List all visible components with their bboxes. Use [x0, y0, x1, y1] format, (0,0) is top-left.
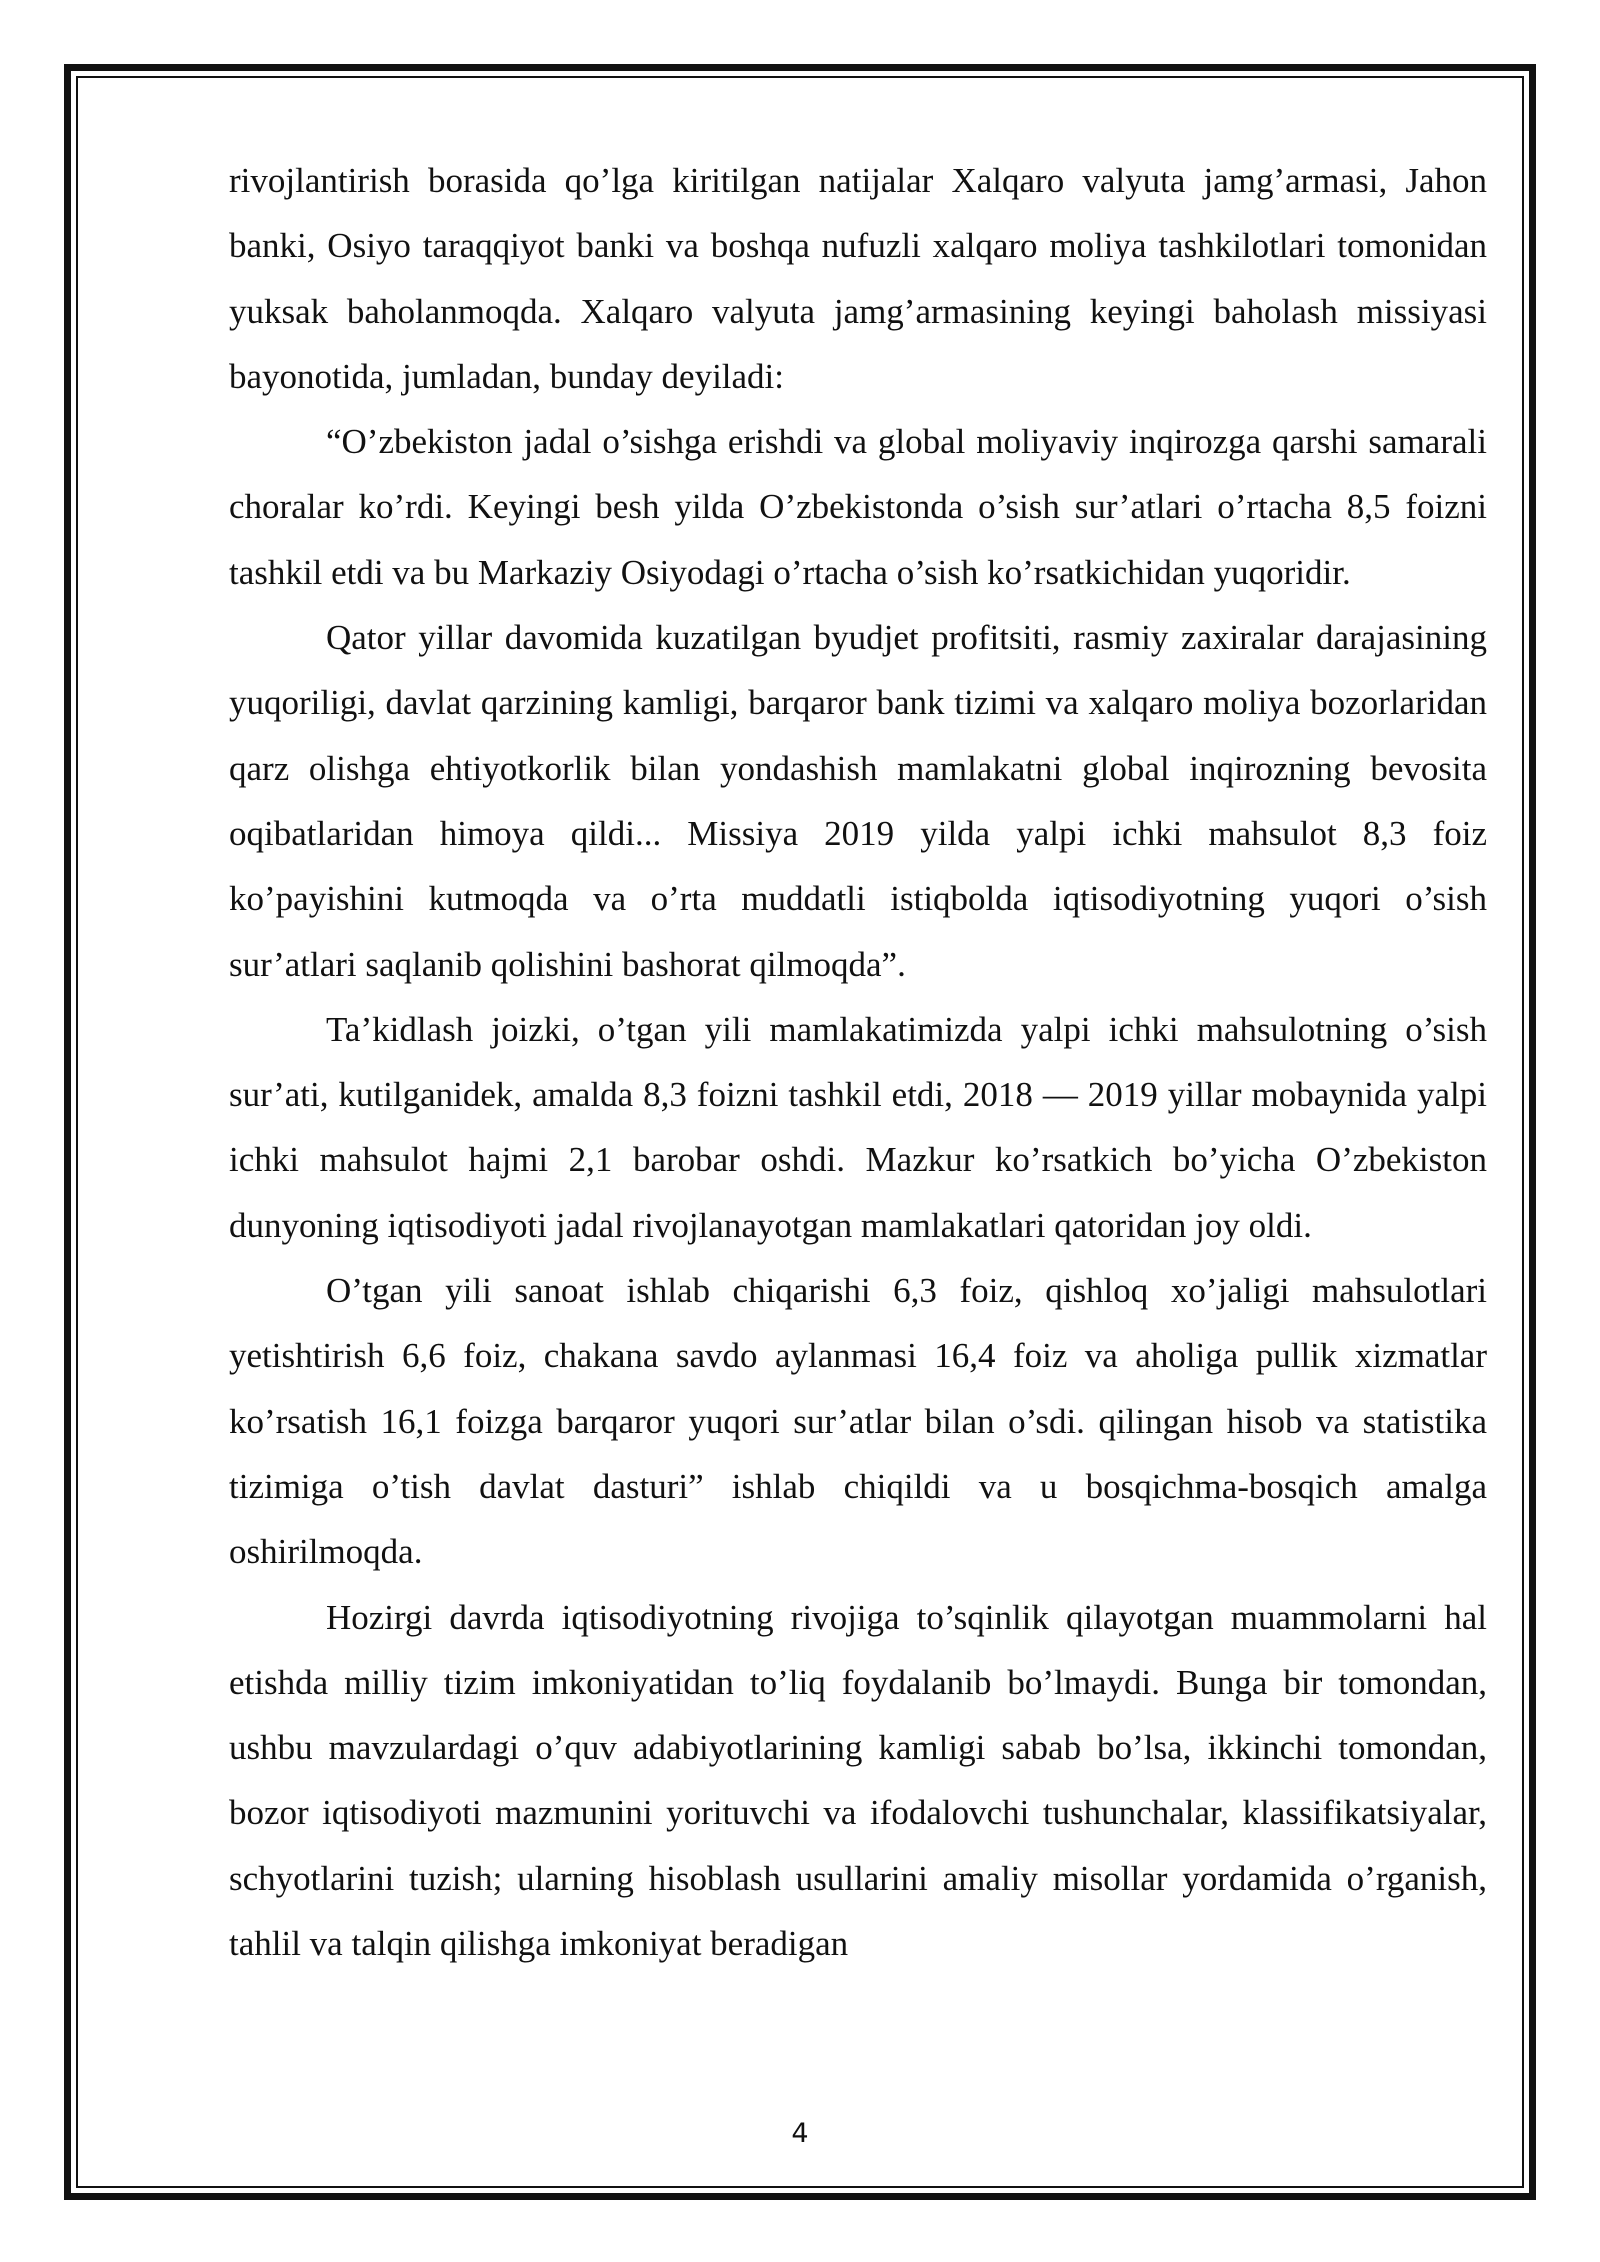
paragraph-quote-end: Qator yillar davomida kuzatilgan byudjet profitsiti, rasmiy zaxiralar darajasining yuqoriligi, davlat qarzining kamligi, barqaror bank tizimi va xalqaro moliya bozorlaridan qarz olishga ehtiyotkorlik bilan yondashish mamlakatni global inqirozning bevosita oqibatlaridan himoya qildi... Missiya 2019 yilda yalpi ichki mahsulot 8,3 foiz ko’payishini kutmoqda va o’rta muddatli istiqbolda iqtisodiyotning yuqori o’sish sur’atlari saqlanib qolishini bashorat qilmoqda”.: [229, 618, 1487, 984]
paragraph-gdp-growth: Ta’kidlash joizki, o’tgan yili mamlakatimizda yalpi ichki mahsulotning o’sish sur’ati, kutilganidek, amalda 8,3 foizni tashkil etdi, 2018 — 2019 yillar mobaynida yalpi ichki mahsulot hajmi 2,1 barobar oshdi. Mazkur ko’rsatkich bo’yicha O’zbekiston dunyoning iqtisodiyoti jadal rivojlanayotgan mamlakatlari qatoridan joy oldi.: [229, 1009, 1487, 1245]
paragraph-sector-growth: O’tgan yili sanoat ishlab chiqarishi 6,3 foiz, qishloq xo’jaligi mahsulotlari yetishtirish 6,6 foiz, chakana savdo aylanmasi 16,4 foiz va aholiga pullik xizmatlar ko’rsatish 16,1 foizga barqaror yuqori sur’atlar bilan o’sdi. qilingan hisob va statistika tizimiga o’tish davlat dasturi” ishlab chiqildi va u bosqichma-bosqich amalga oshirilmoqda.: [229, 1271, 1487, 1572]
paragraph-continuation: rivojlantirish borasida qo’lga kiritilgan natijalar Xalqaro valyuta jamg’armasi, Jahon banki, Osiyo taraqqiyot banki va boshqa nufuzli xalqaro moliya tashkilotlari tomonidan yuksak baholanmoqda. Xalqaro valyuta jamg’armasining keyingi baholash missiyasi bayonotida, jumladan, bunday deyiladi:: [229, 161, 1487, 396]
paragraph-current-problems: Hozirgi davrda iqtisodiyotning rivojiga to’sqinlik qilayotgan muammolarni hal etishda milliy tizim imkoniyatidan to’liq foydalanib bo’lmaydi. Bunga bir tomondan, ushbu mavzulardagi o’quv adabiyotlarining kamligi sabab bo’lsa, ikkinchi tomondan, bozor iqtisodiyoti mazmunini yorituvchi va ifodalovchi tushunchalar, klassifikatsiyalar, schyotlarini tuzish; ularning hisoblash usullarini amaliy misollar yordamida o’rganish, tahlil va talqin qilishga imkoniyat beradigan: [229, 1597, 1487, 1964]
document-body: [229, 148, 1487, 1976]
page-number: 4: [791, 2118, 809, 2149]
paragraph-quote-start: “O’zbekiston jadal o’sishga erishdi va global moliyaviy inqirozga qarshi samarali choralar ko’rdi. Keyingi besh yilda O’zbekistonda o’sish sur’atlari o’rtacha 8,5 foizni tashkil etdi va bu Markaziy Osiyodagi o’rtacha o’sish ko’rsatkichidan yuqoridir.: [229, 422, 1487, 592]
